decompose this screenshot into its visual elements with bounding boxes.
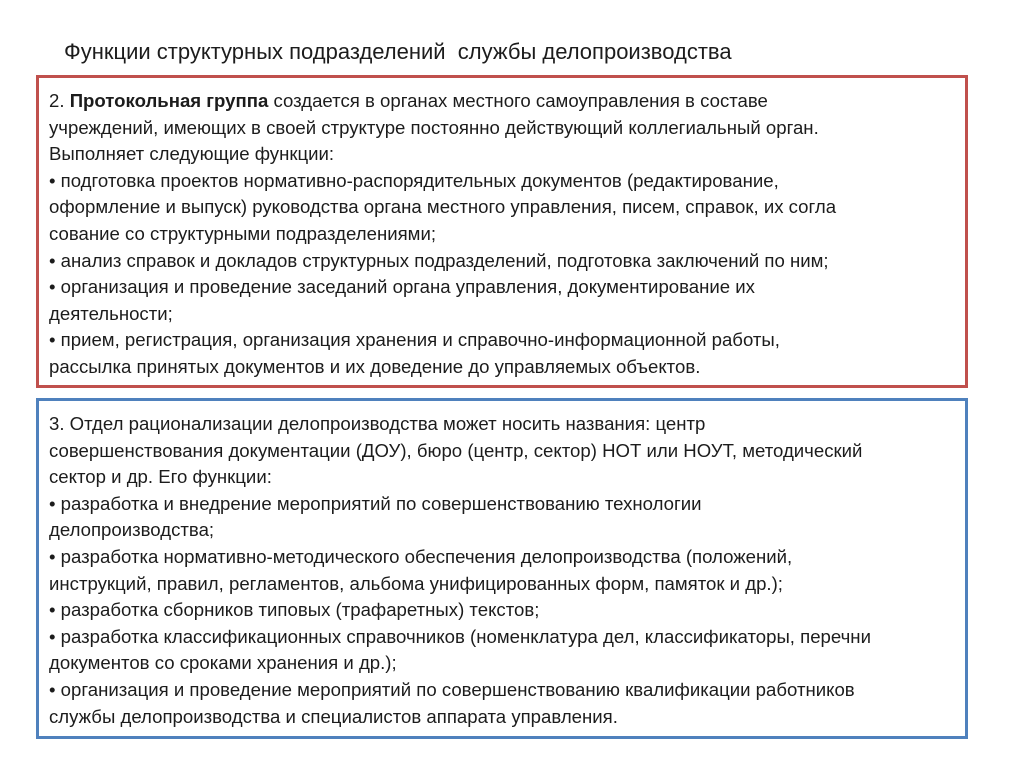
section2-heading: Протокольная группа [69,90,269,111]
section2-line: оформление и выпуск) руководства органа местного управления, писем, справок, их согла [49,196,837,218]
section2-line: рассылка принятых документов и их доведение до управляемых объектов. [49,355,701,377]
section3-line: • организация и проведение мероприятий по совершенствованию квалификации работников [49,678,855,700]
section2-line: • прием, регистрация, организация хранения и справочно-информационной работы, [49,329,780,351]
section2-line: сование со структурными подразделениями; [49,222,437,244]
section3-line: 3. Отдел рационализации делопроизводства может носить названия: центр [49,413,706,434]
section3-line: совершенствования документации (ДОУ), бюро (центр, сектор) НОТ или НОУТ, методический [49,439,863,461]
section3-line: • разработка классификационных справочников (номенклатура дел, классификаторы, перечни [49,625,871,647]
section3-line: службы делопроизводства и специалистов аппарата управления. [49,705,618,727]
section2-line: • анализ справок и докладов структурных подразделений, подготовка заключений по ним; [49,249,829,271]
section2-line: создается в органах местного самоуправления в составе [268,90,768,111]
section2-line: • организация и проведение заседаний органа управления, документирование их [49,276,755,298]
section2-line: деятельности; [49,302,173,324]
page-title: Функции структурных подразделений службы делопроизводства [64,39,732,64]
section2-line: • подготовка проектов нормативно-распорядительных документов (редактирование, [49,169,779,191]
section3-line: сектор и др. Его функции: [49,466,272,488]
section3-line: инструкций, правил, регламентов, альбома унифицированных форм, памяток и др.); [49,572,783,594]
protocol-group-box [36,75,968,388]
section3-line: • разработка нормативно-методического обеспечения делопроизводства (положений, [49,545,793,567]
section2-line: учреждений, имеющих в своей структуре постоянно действующий коллегиальный орган. [49,116,819,138]
section3-line: • разработка и внедрение мероприятий по совершенствованию технологии [49,492,702,514]
section3-line: • разработка сборников типовых (трафаретных) текстов; [49,599,540,621]
section3-line: документов со сроками хранения и др.); [49,652,397,674]
rationalization-dept-box [36,398,968,739]
section2-line: Выполняет следующие функции: [49,143,335,165]
section2-number: 2. [49,90,65,111]
section2-first-line [49,88,953,115]
section3-line: делопроизводства; [49,519,215,541]
